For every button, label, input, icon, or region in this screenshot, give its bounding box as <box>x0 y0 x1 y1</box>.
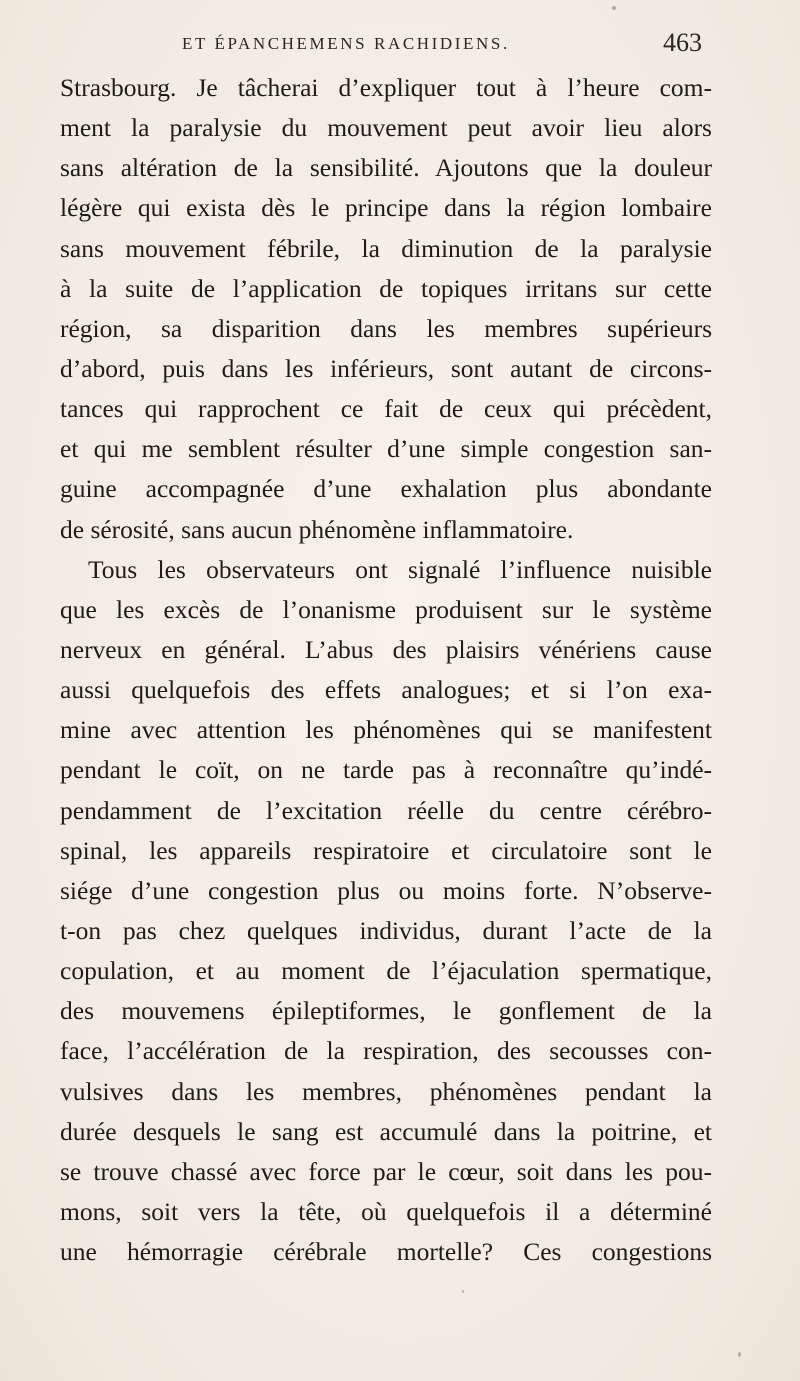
text-line: copulation, et au moment de l’éjaculation spermatique, <box>60 956 712 986</box>
text-line: région, sa disparition dans les membres supérieurs <box>60 313 712 343</box>
text-line: tances qui rapprochent ce fait de ceux qui précèdent, <box>60 394 712 424</box>
paper-speck <box>462 1290 464 1293</box>
text-line: vulsives dans les membres, phénomènes pendant la <box>60 1076 712 1106</box>
paper-speck <box>738 1352 741 1357</box>
text-line: une hémorragie cérébrale mortelle? Ces congestions <box>60 1237 712 1267</box>
text-line: se trouve chassé avec force par le cœur, soit dans les pou- <box>60 1156 712 1186</box>
text-line: légère qui exista dès le principe dans la région lombaire <box>60 193 712 223</box>
paragraph-end-line: de sérosité, sans aucun phénomène inflammatoire. <box>60 514 574 544</box>
text-line: pendamment de l’excitation réelle du centre cérébro- <box>60 795 712 825</box>
running-title: ET ÉPANCHEMENS RACHIDIENS. <box>182 34 510 53</box>
text-line: pendant le coït, on ne tarde pas à reconnaître qu’indé- <box>60 755 712 785</box>
text-line: des mouvemens épileptiformes, le gonflement de la <box>60 996 712 1026</box>
text-line: durée desquels le sang est accumulé dans la poitrine, et <box>60 1116 712 1146</box>
text-line: ment la paralysie du mouvement peut avoir lieu alors <box>60 113 712 143</box>
paragraph-first-line: Tous les observateurs ont signalé l’influence nuisible <box>88 554 712 584</box>
text-line: mons, soit vers la tête, où quelquefois il a déterminé <box>60 1196 712 1226</box>
body-text <box>60 68 712 1272</box>
text-line: aussi quelquefois des effets analogues; et si l’on exa- <box>60 675 712 705</box>
text-line: à la suite de l’application de topiques irritans sur cette <box>60 273 712 303</box>
page-number: 463 <box>663 28 702 57</box>
text-line: face, l’accélération de la respiration, des secousses con- <box>60 1036 712 1066</box>
text-line: siége d’une congestion plus ou moins forte. N’observe- <box>60 875 712 905</box>
text-line: Strasbourg. Je tâcherai d’expliquer tout à l’heure com- <box>60 73 712 102</box>
text-line: que les excès de l’onanisme produisent sur le système <box>60 594 712 624</box>
text-line: nerveux en général. L’abus des plaisirs vénériens cause <box>60 634 712 664</box>
paper-speck <box>612 6 616 10</box>
text-line: t-on pas chez quelques individus, durant l’acte de la <box>60 915 712 945</box>
running-head <box>182 28 702 62</box>
text-line: d’abord, puis dans les inférieurs, sont autant de circons- <box>60 353 712 383</box>
text-line: sans mouvement fébrile, la diminution de la paralysie <box>60 233 712 263</box>
text-line: et qui me semblent résulter d’une simple congestion san- <box>60 434 712 464</box>
text-line: guine accompagnée d’une exhalation plus abondante <box>60 474 712 504</box>
text-line: sans altération de la sensibilité. Ajoutons que la douleur <box>60 153 712 183</box>
text-line: spinal, les appareils respiratoire et circulatoire sont le <box>60 835 712 865</box>
text-line: mine avec attention les phénomènes qui se manifestent <box>60 715 712 745</box>
